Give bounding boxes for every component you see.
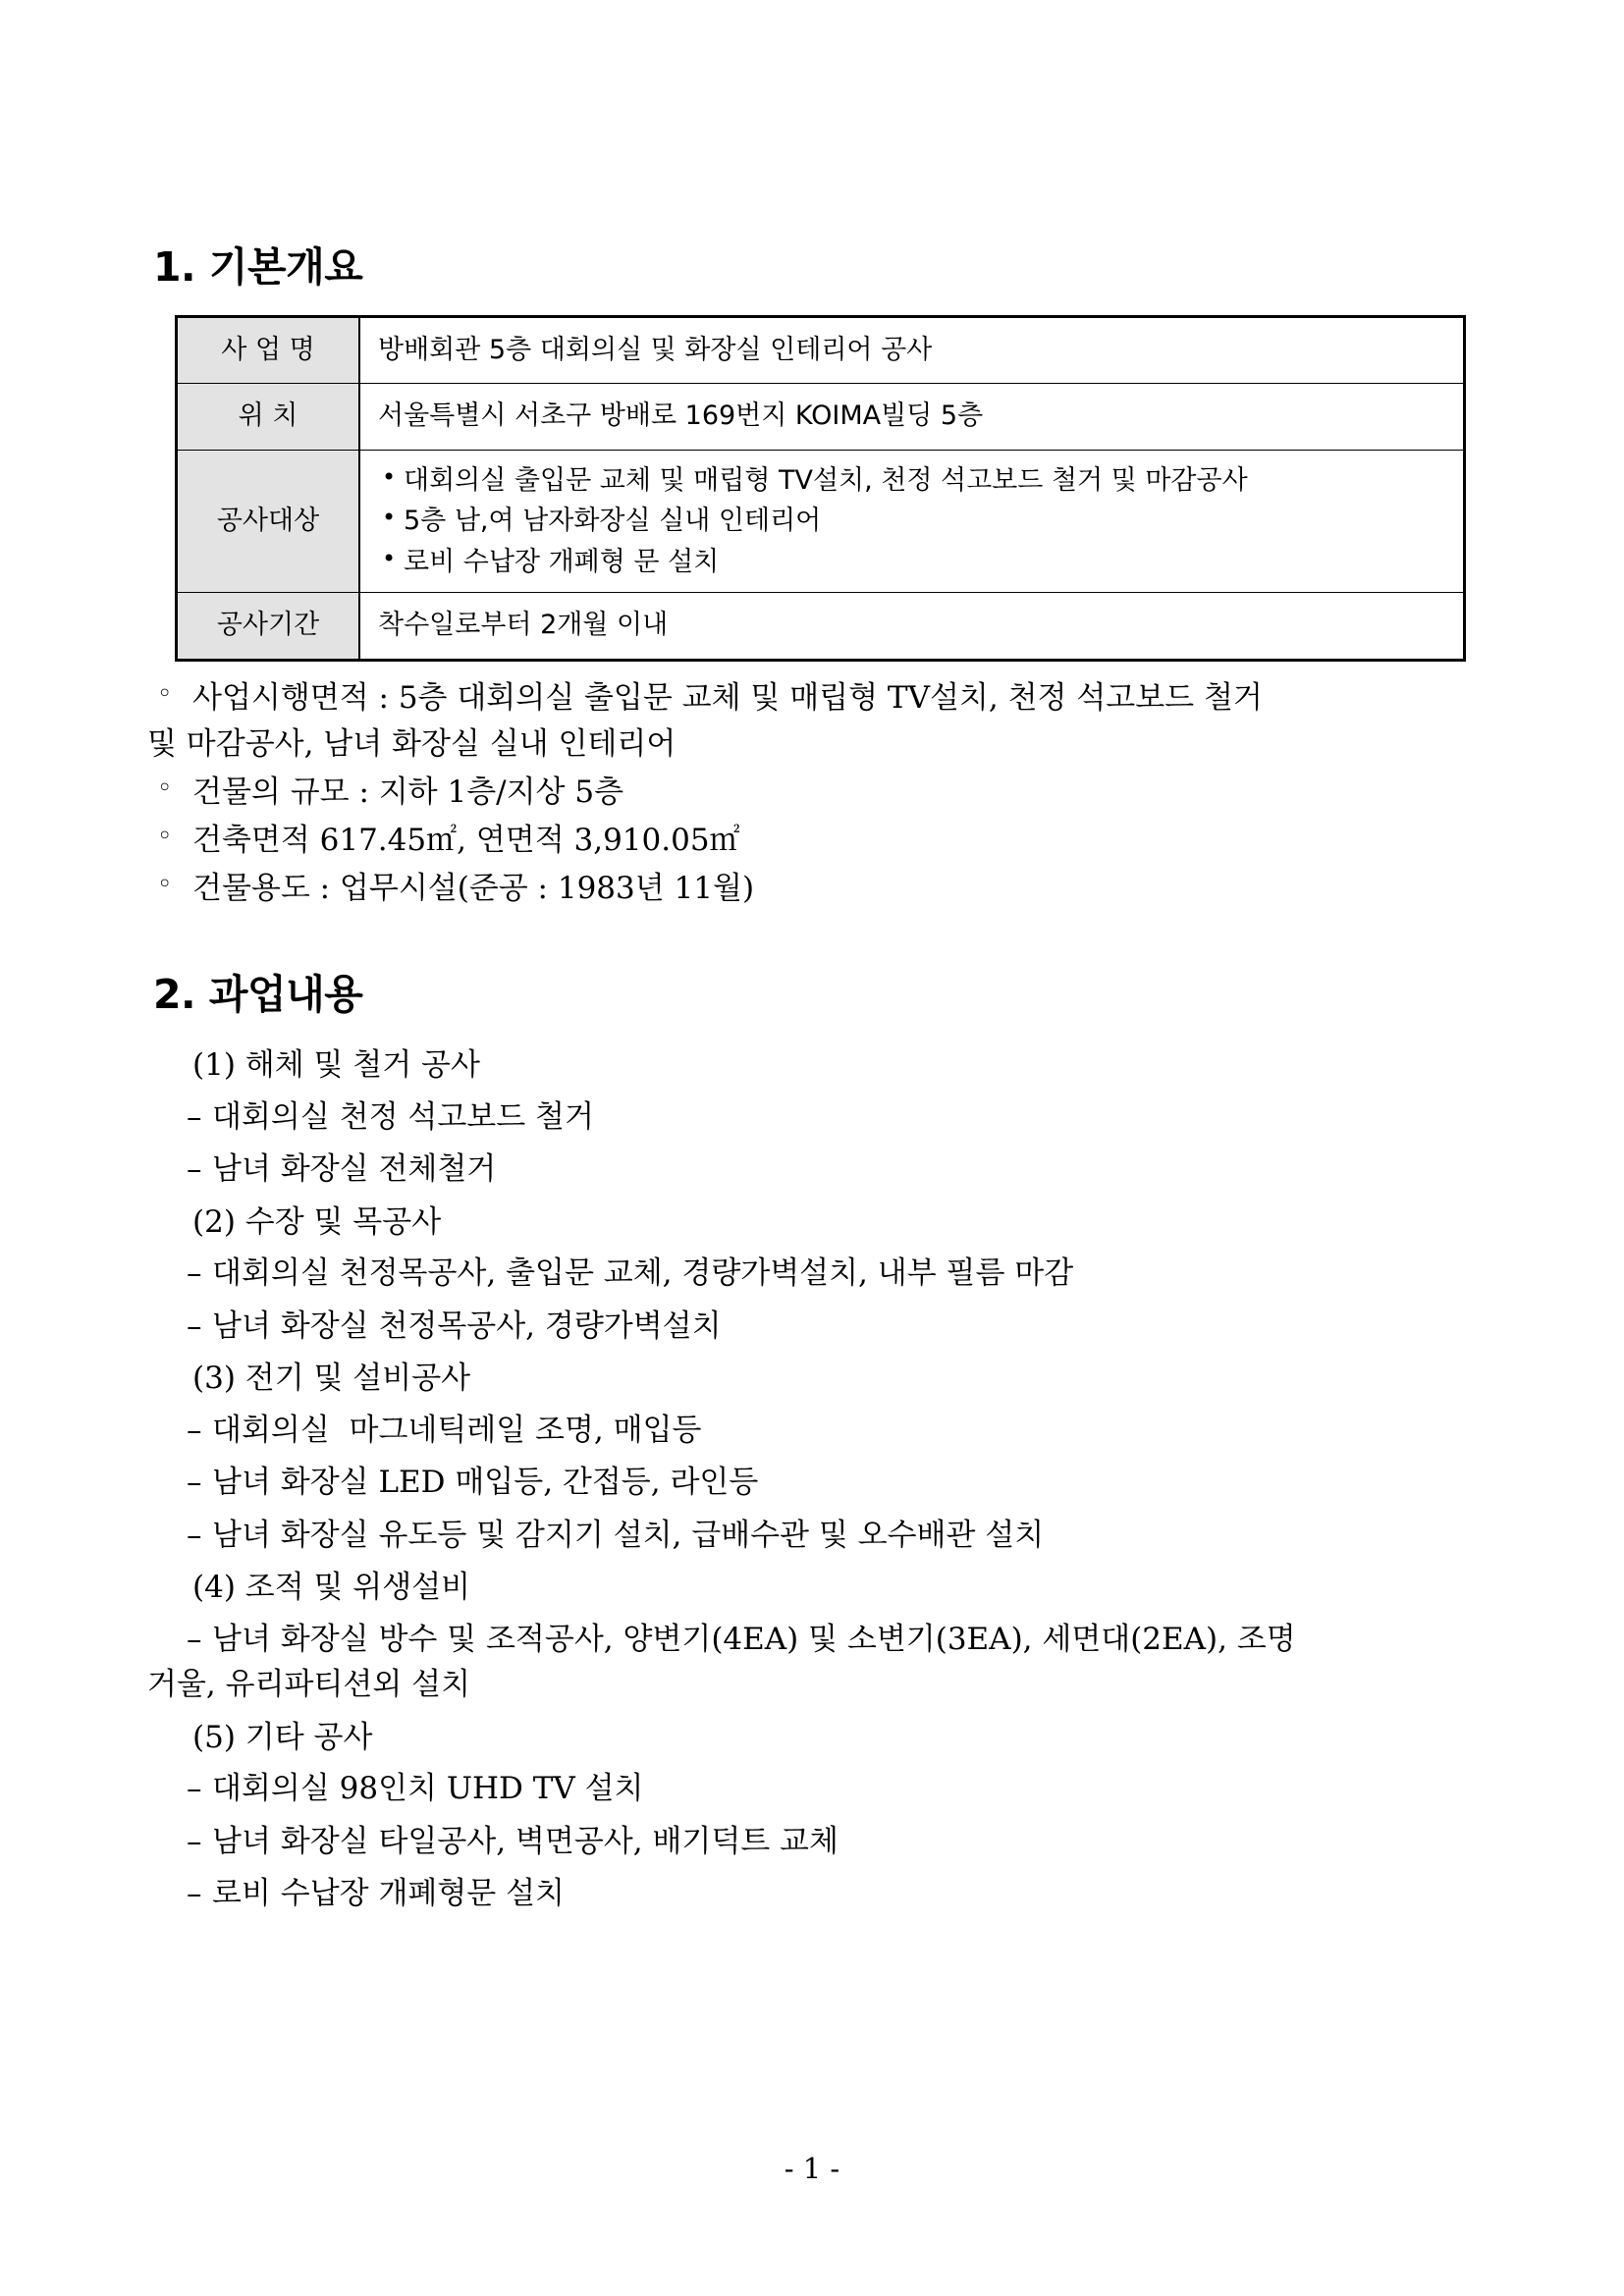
note-line-continued: 및 마감공사, 남녀 화장실 실내 인테리어: [147, 725, 677, 762]
task-item-line: 남녀 화장실 방수 및 조적공사, 양변기(4EA) 및 소변기(3EA), 세면대(2EA), 조명: [212, 1621, 1296, 1657]
scope-bullet-item: • 로비 수납장 개폐형 문 설치: [378, 542, 1445, 583]
task-item: – 대회의실 천정목공사, 출입문 교체, 경량가벽설치, 내부 필름 마감: [147, 1251, 1477, 1297]
table-row-scope: [177, 450, 1465, 593]
task-item: – 남녀 화장실 타일공사, 벽면공사, 배기덕트 교체: [147, 1819, 1477, 1865]
task-item: – 남녀 화장실 LED 매입등, 간접등, 라인등: [147, 1460, 1477, 1506]
note-item-area: [147, 675, 1477, 768]
task-item: – 남녀 화장실 전체철거: [147, 1147, 1477, 1193]
project-overview-table: [175, 315, 1466, 662]
task-group-title: (3) 전기 및 설비공사: [192, 1361, 471, 1397]
task-item: – 대회의실 마그네틱레일 조명, 매입등: [147, 1408, 1477, 1454]
row-label-scope: 공사대상: [177, 450, 360, 593]
row-value-scope: [359, 450, 1465, 593]
scope-bullet-list: [378, 460, 1445, 583]
task-group-title: (1) 해체 및 철거 공사: [192, 1047, 480, 1084]
table-row-location: [177, 384, 1465, 450]
task-group-title: (5) 기타 공사: [192, 1719, 373, 1755]
task-content-list: [147, 1042, 1477, 1917]
section-1-heading: 1. 기본개요: [153, 243, 363, 291]
table-row-duration: [177, 593, 1465, 660]
task-group-title: (2) 수장 및 목공사: [192, 1203, 442, 1240]
row-value-location: 서울특별시 서초구 방배로 169번지 KOIMA빌딩 5층: [359, 384, 1465, 450]
task-group-items: [147, 1617, 1477, 1708]
row-label-duration: 공사기간: [177, 593, 360, 660]
overview-notes-list: [147, 675, 1477, 913]
row-value-project-name: 방배회관 5층 대회의실 및 화장실 인테리어 공사: [359, 317, 1465, 384]
table-row-project-name: [177, 317, 1465, 384]
task-item: – 남녀 화장실 유도등 및 감지기 설치, 급배수관 및 오수배관 설치: [147, 1513, 1477, 1559]
row-value-duration: 착수일로부터 2개월 이내: [359, 593, 1465, 660]
task-item: [147, 1617, 1477, 1708]
scope-bullet-item: • 5층 남,여 남자화장실 실내 인테리어: [378, 501, 1445, 542]
row-label-project-name: 사 업 명: [177, 317, 360, 384]
task-group-other: [147, 1715, 1477, 1917]
section-2-heading: 2. 과업내용: [153, 971, 363, 1019]
task-group-items: [147, 1095, 1477, 1193]
task-item: – 로비 수납장 개폐형문 설치: [147, 1871, 1477, 1917]
task-group-carpentry: [147, 1200, 1477, 1350]
page-number: - 1 -: [784, 2152, 840, 2185]
scope-bullet-item: • 대회의실 출입문 교체 및 매립형 TV설치, 천정 석고보드 철거 및 마감공사: [378, 460, 1445, 502]
task-item: – 남녀 화장실 천정목공사, 경량가벽설치: [147, 1304, 1477, 1350]
row-label-location: 위 치: [177, 384, 360, 450]
task-group-demolition: [147, 1042, 1477, 1193]
task-item: – 대회의실 98인치 UHD TV 설치: [147, 1766, 1477, 1812]
task-group-masonry-sanitary: [147, 1565, 1477, 1708]
task-group-title: (4) 조적 및 위생설비: [192, 1570, 471, 1606]
note-item-building-use: ◦ 건물용도 : 업무시설(준공 : 1983년 11월): [147, 866, 1477, 912]
task-group-items: [147, 1766, 1477, 1917]
note-item-floor-area: ◦ 건축면적 617.45㎡, 연면적 3,910.05㎡: [147, 818, 1477, 864]
task-group-items: [147, 1408, 1477, 1559]
task-item: – 대회의실 천정 석고보드 철거: [147, 1095, 1477, 1141]
task-item-line-continued: 거울, 유리파티션외 설치: [147, 1667, 471, 1703]
task-group-items: [147, 1251, 1477, 1349]
note-line: 사업시행면적 : 5층 대회의실 출입문 교체 및 매립형 TV설치, 천정 석고보드 철거: [192, 679, 1263, 716]
note-item-building-scale: ◦ 건물의 규모 : 지하 1층/지상 5층: [147, 770, 1477, 816]
task-group-electrical: [147, 1356, 1477, 1558]
